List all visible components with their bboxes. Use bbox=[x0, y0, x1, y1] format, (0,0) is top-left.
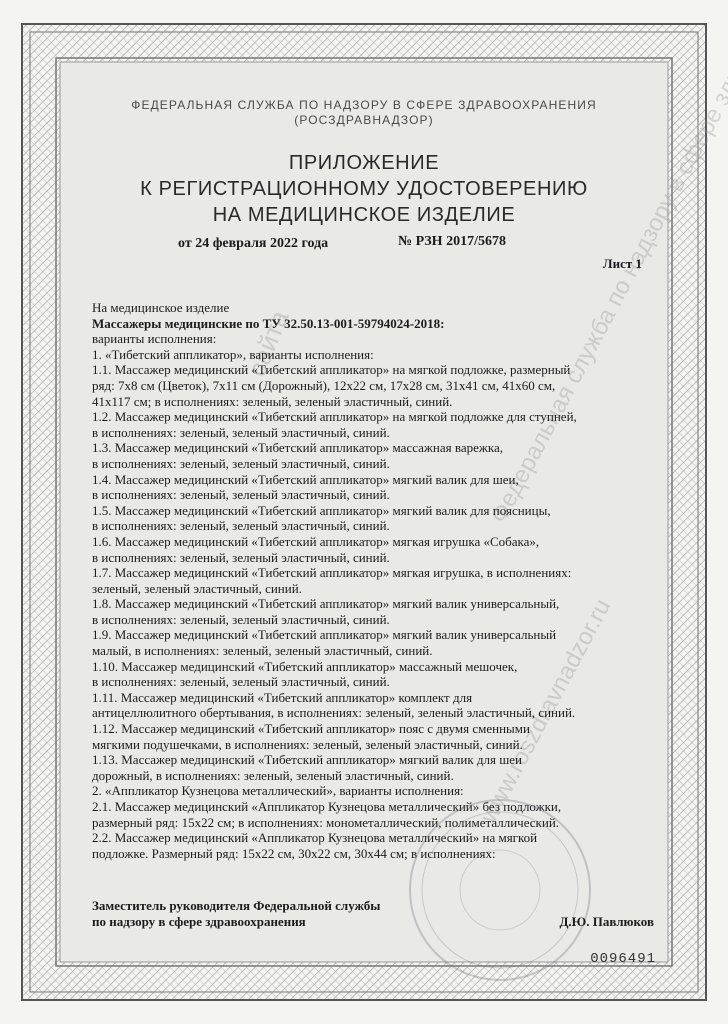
body-line: 1.13. Массажер медицинский «Тибетский аппликатор» мягкий валик для шеи bbox=[92, 752, 522, 768]
body-line: размерный ряд: 15х22 см; в исполнениях: монометаллический, полиметаллический. bbox=[92, 814, 560, 830]
issue-date: от 24 февраля 2022 года bbox=[178, 236, 329, 251]
body-line: 1.3. Массажер медицинский «Тибетский аппликатор» массажная варежка, bbox=[92, 440, 503, 456]
body-line: На медицинское изделие bbox=[92, 300, 230, 315]
doc-title-line1: ПРИЛОЖЕНИЕ bbox=[288, 152, 440, 174]
body-line: 2.1. Массажер медицинский «Аппликатор Кузнецова металлический» без подложки, bbox=[92, 799, 562, 814]
body-line: зеленый, зеленый эластичный, синий. bbox=[92, 580, 302, 596]
body-line: 1.2. Массажер медицинский «Тибетский аппликатор» на мягкой подложке для ступней, bbox=[92, 409, 577, 425]
body-line: 1.5. Массажер медицинский «Тибетский аппликатор» мягкий валик для поясницы, bbox=[92, 502, 551, 518]
agency-name: ФЕДЕРАЛЬНАЯ СЛУЖБА ПО НАДЗОРУ В СФЕРЕ ЗДРАВООХРАНЕНИЯ bbox=[131, 98, 597, 112]
signatory-name: Д.Ю. Павлюков bbox=[559, 914, 654, 929]
body-line: 1.10. Массажер медицинский «Тибетский аппликатор» массажный мешочек, bbox=[92, 658, 518, 674]
body-line: малый, в исполнениях: зеленый, зеленый эластичный, синий. bbox=[92, 643, 433, 659]
body-line: 1.9. Массажер медицинский «Тибетский аппликатор» мягкий валик универсальный bbox=[92, 627, 557, 643]
watermark-url: www.roszdravnadzor.ru bbox=[475, 594, 617, 828]
doc-title-line2: К РЕГИСТРАЦИОННОМУ УДОСТОВЕРЕНИЮ bbox=[140, 178, 588, 200]
body-line: 1.7. Массажер медицинский «Тибетский аппликатор» мягкая игрушка, в исполнениях: bbox=[92, 565, 572, 581]
body-line: дорожный, в исполнениях: зеленый, зеленый эластичный, синий. bbox=[92, 767, 454, 783]
body-line: 1.11. Массажер медицинский «Тибетский аппликатор» комплект для bbox=[92, 689, 473, 705]
signatory-role-line2: по надзору в сфере здравоохранения bbox=[92, 914, 306, 929]
official-seal-icon bbox=[400, 790, 600, 990]
body-line: мягкими подушечками, в исполнениях: зеленый, зеленый эластичный, синий. bbox=[92, 736, 523, 752]
body-line: в исполнениях: зеленый, зеленый эластичный, синий. bbox=[92, 424, 390, 440]
serial-number: 0096491 bbox=[590, 951, 656, 967]
body-line: 1.4. Массажер медицинский «Тибетский аппликатор» мягкий валик для шеи, bbox=[92, 471, 519, 487]
product-title: Массажеры медицинские по ТУ 32.50.13-001-59794024-2018: bbox=[92, 315, 445, 331]
sheet-number: Лист 1 bbox=[602, 256, 642, 271]
body-line: в исполнениях: зеленый, зеленый эластичный, синий. bbox=[92, 674, 390, 690]
body-line: 1. «Тибетский аппликатор», варианты исполнения: bbox=[92, 346, 374, 362]
body-line: в исполнениях: зеленый, зеленый эластичный, синий. bbox=[92, 549, 390, 565]
body-line: 1.6. Массажер медицинский «Тибетский аппликатор» мягкая игрушка «Собака», bbox=[92, 533, 540, 549]
body-line: варианты исполнения: bbox=[92, 331, 217, 347]
body-line: подложке. Размерный ряд: 15х22 см, 30х22 см, 30х44 см; в исполнениях: bbox=[92, 845, 496, 861]
body-text bbox=[92, 300, 662, 861]
body-line: ряд: 7х8 см (Цветок), 7х11 см (Дорожный), 12х22 см, 17х28 см, 31х41 см, 41х60 см, bbox=[92, 377, 556, 393]
body-line: в исполнениях: зеленый, зеленый эластичный, синий. bbox=[92, 611, 390, 627]
body-line: 2.2. Массажер медицинский «Аппликатор Кузнецова металлический» на мягкой bbox=[92, 830, 538, 846]
body-line: 1.8. Массажер медицинский «Тибетский аппликатор» мягкий валик универсальный, bbox=[92, 596, 560, 612]
watermark-site: сайта bbox=[241, 306, 295, 381]
body-line: 1.12. Массажер медицинский «Тибетский аппликатор» пояс с двумя сменными bbox=[92, 721, 530, 737]
body-line: антицеллюлитного обертывания, в исполнениях: зеленый, зеленый эластичный, синий. bbox=[92, 705, 576, 721]
registration-number: № РЗН 2017/5678 bbox=[398, 234, 506, 249]
doc-title-line3: НА МЕДИЦИНСКОЕ ИЗДЕЛИЕ bbox=[212, 204, 516, 226]
body-line: в исполнениях: зеленый, зеленый эластичный, синий. bbox=[92, 518, 390, 534]
signatory-role-line1: Заместитель руководителя Федеральной службы bbox=[92, 898, 381, 913]
body-line: 41х117 см; в исполнениях: зеленый, зеленый эластичный, синий. bbox=[92, 393, 453, 409]
body-line: в исполнениях: зеленый, зеленый эластичный, синий. bbox=[92, 455, 390, 471]
body-line: 2. «Аппликатор Кузнецова металлический», варианты исполнения: bbox=[92, 783, 464, 799]
body-line: 1.1. Массажер медицинский «Тибетский аппликатор» на мягкой подложке, размерный bbox=[92, 362, 571, 378]
watermark-agency: Федеральная служба по надзору в сфере bbox=[485, 103, 728, 528]
agency-abbrev: (РОСЗДРАВНАДЗОР) bbox=[294, 113, 434, 127]
body-line: в исполнениях: зеленый, зеленый эластичный, синий. bbox=[92, 487, 390, 503]
